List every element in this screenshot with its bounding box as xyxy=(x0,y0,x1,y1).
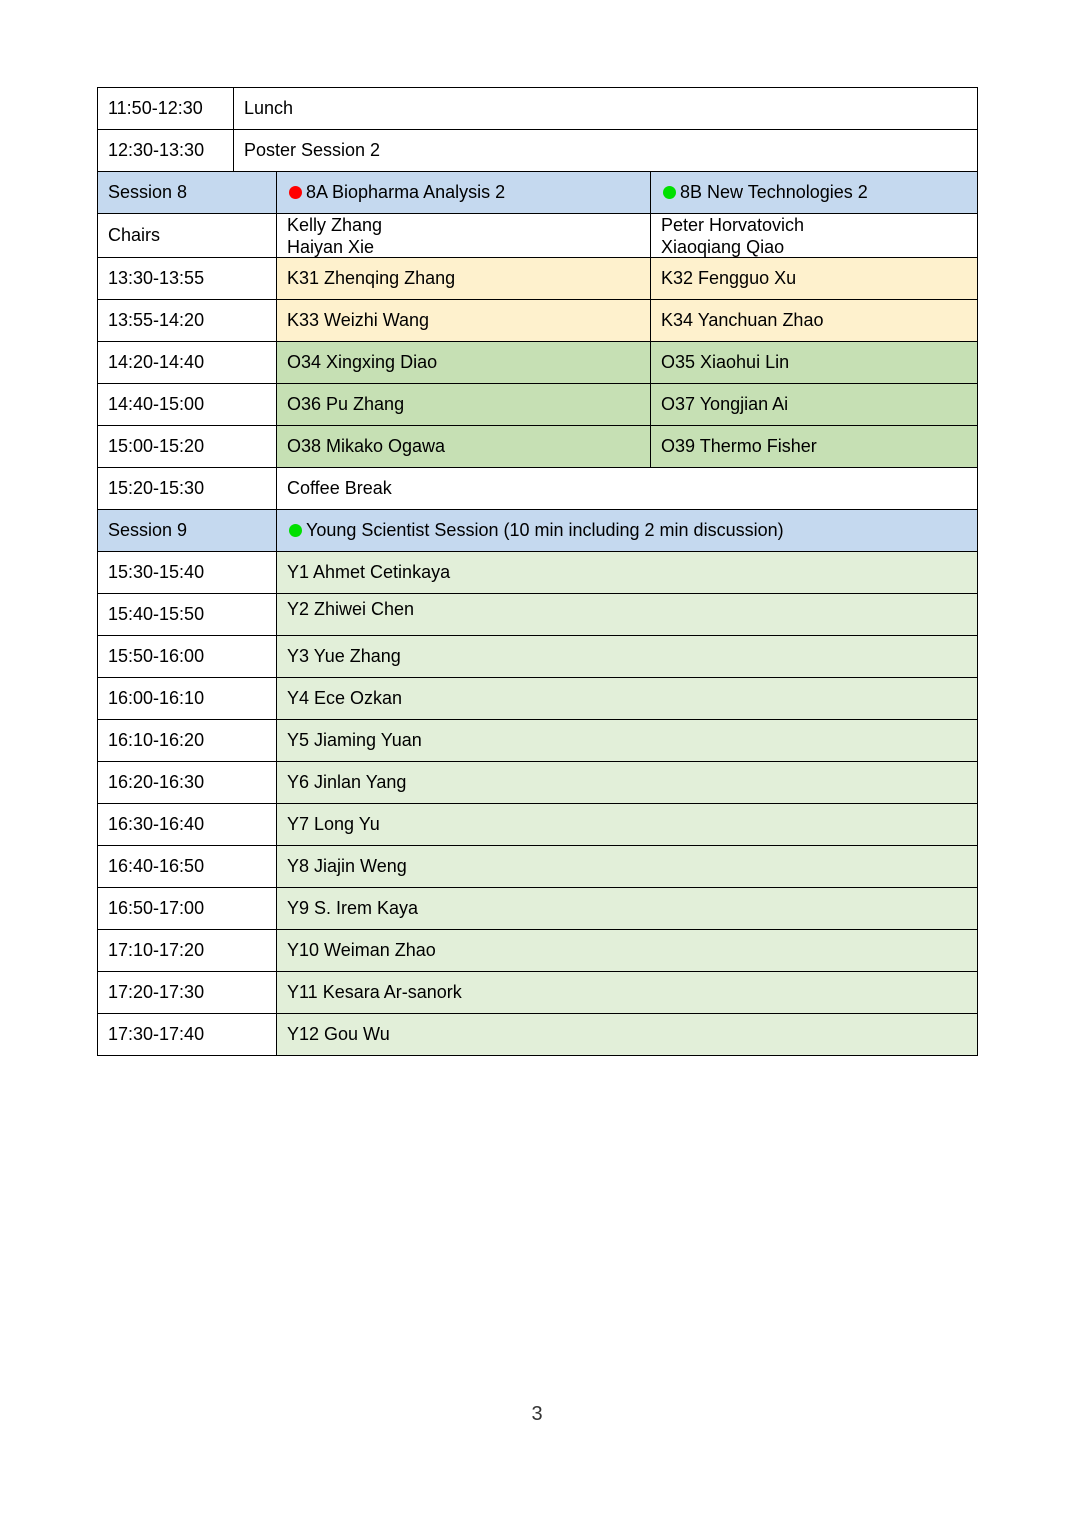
time-cell: 15:50-16:00 xyxy=(98,636,277,677)
time-cell: 14:40-15:00 xyxy=(98,384,277,425)
lunch-row xyxy=(97,87,978,130)
young-row xyxy=(97,930,978,972)
talk-8a: K33 Weizhi Wang xyxy=(277,300,651,341)
young-row xyxy=(97,804,978,846)
chairs-8a xyxy=(277,214,651,257)
talk-8a: O34 Xingxing Diao xyxy=(277,342,651,383)
young-row xyxy=(97,846,978,888)
coffee-label: Coffee Break xyxy=(287,478,392,498)
young-row xyxy=(97,678,978,720)
session9-header-row xyxy=(97,510,978,552)
time-cell: 16:20-16:30 xyxy=(98,762,277,803)
talk-row xyxy=(97,300,978,342)
speaker-cell: Y9 S. Irem Kaya xyxy=(277,888,977,929)
chairs-8b xyxy=(651,214,977,257)
chair-name: Kelly Zhang xyxy=(287,214,383,235)
young-row xyxy=(97,552,978,594)
chair-name: Xiaoqiang Qiao xyxy=(661,236,785,257)
young-row xyxy=(97,972,978,1014)
coffee-row xyxy=(97,468,978,510)
speaker-cell: Y6 Jinlan Yang xyxy=(277,762,977,803)
poster-label: Poster Session 2 xyxy=(244,140,381,160)
red-dot-icon xyxy=(289,186,302,199)
time-cell: 13:30-13:55 xyxy=(98,258,277,299)
time-cell: 15:40-15:50 xyxy=(98,594,277,635)
track-8b-title: 8B New Technologies 2 xyxy=(680,182,868,202)
time-cell: 16:10-16:20 xyxy=(98,720,277,761)
time-cell: 16:00-16:10 xyxy=(98,678,277,719)
young-row xyxy=(97,762,978,804)
time-cell: 15:20-15:30 xyxy=(98,468,277,509)
speaker-cell: Y5 Jiaming Yuan xyxy=(277,720,977,761)
time-cell: 13:55-14:20 xyxy=(98,300,277,341)
talk-8b: K34 Yanchuan Zhao xyxy=(651,300,977,341)
poster-row xyxy=(97,130,978,172)
speaker-cell: Y10 Weiman Zhao xyxy=(277,930,977,971)
young-row xyxy=(97,1014,978,1056)
young-row xyxy=(97,720,978,762)
chairs-label: Chairs xyxy=(98,214,277,257)
chair-name: Haiyan Xie xyxy=(287,236,375,257)
time-cell: 12:30-13:30 xyxy=(98,130,234,171)
talk-row xyxy=(97,342,978,384)
talk-8b: O37 Yongjian Ai xyxy=(651,384,977,425)
schedule-table xyxy=(97,87,978,1056)
young-row xyxy=(97,888,978,930)
session9-title-cell xyxy=(277,510,977,551)
talk-row xyxy=(97,426,978,468)
track-8b-title-cell xyxy=(651,172,977,213)
track-8a-title: 8A Biopharma Analysis 2 xyxy=(306,182,506,202)
speaker-cell: Y3 Yue Zhang xyxy=(277,636,977,677)
green-dot-icon xyxy=(663,186,676,199)
speaker-cell: Y4 Ece Ozkan xyxy=(277,678,977,719)
young-row xyxy=(97,594,978,636)
speaker-cell: Y2 Zhiwei Chen xyxy=(277,594,977,635)
time-cell: 15:00-15:20 xyxy=(98,426,277,467)
chair-name: Peter Horvatovich xyxy=(661,214,805,235)
young-row xyxy=(97,636,978,678)
session9-label: Session 9 xyxy=(98,510,277,551)
session9-title: Young Scientist Session (10 min including 2 min discussion) xyxy=(306,520,784,540)
time-cell: 17:30-17:40 xyxy=(98,1014,277,1055)
chairs-row xyxy=(97,214,978,258)
speaker-cell: Y12 Gou Wu xyxy=(277,1014,977,1055)
speaker-cell: Y11 Kesara Ar-sanork xyxy=(277,972,977,1013)
session8-header-row xyxy=(97,172,978,214)
track-8a-title-cell xyxy=(277,172,651,213)
page-number: 3 xyxy=(531,1403,543,1425)
talk-row xyxy=(97,384,978,426)
talk-8b: O35 Xiaohui Lin xyxy=(651,342,977,383)
talk-row xyxy=(97,258,978,300)
green-dot-icon xyxy=(289,524,302,537)
time-cell: 16:30-16:40 xyxy=(98,804,277,845)
time-cell: 16:40-16:50 xyxy=(98,846,277,887)
time-cell: 17:10-17:20 xyxy=(98,930,277,971)
talk-8a: O36 Pu Zhang xyxy=(277,384,651,425)
talk-8a: K31 Zhenqing Zhang xyxy=(277,258,651,299)
speaker-cell: Y8 Jiajin Weng xyxy=(277,846,977,887)
time-cell: 15:30-15:40 xyxy=(98,552,277,593)
speaker-cell: Y1 Ahmet Cetinkaya xyxy=(277,552,977,593)
talk-8b: O39 Thermo Fisher xyxy=(651,426,977,467)
time-cell: 17:20-17:30 xyxy=(98,972,277,1013)
lunch-label: Lunch xyxy=(244,98,294,118)
speaker-cell: Y7 Long Yu xyxy=(277,804,977,845)
session8-label: Session 8 xyxy=(98,172,277,213)
time-cell: 16:50-17:00 xyxy=(98,888,277,929)
talk-8b: K32 Fengguo Xu xyxy=(651,258,977,299)
talk-8a: O38 Mikako Ogawa xyxy=(277,426,651,467)
time-cell: 14:20-14:40 xyxy=(98,342,277,383)
time-cell: 11:50-12:30 xyxy=(98,88,234,129)
